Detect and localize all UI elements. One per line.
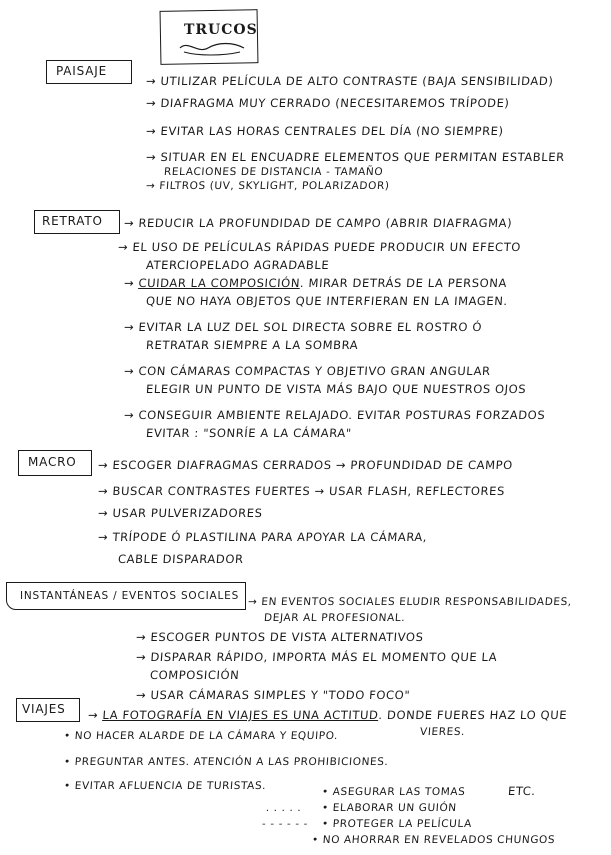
- note-line: • ELABORAR UN GUIÓN: [321, 802, 458, 814]
- note-line: → UTILIZAR PELÍCULA DE ALTO CONTRASTE (BAJA SENSIBILIDAD): [145, 74, 554, 88]
- note-line: → USAR CÁMARAS SIMPLES Y "TODO FOCO": [135, 688, 411, 702]
- note-line: ELEGIR UN PUNTO DE VISTA MÁS BAJO QUE NUESTROS OJOS: [145, 382, 527, 396]
- dotted-leader: . . . . .: [265, 802, 302, 814]
- note-line: • NO AHORRAR EN REVELADOS CHUNGOS: [311, 834, 556, 846]
- note-line: QUE NO HAYA OBJETOS QUE INTERFIERAN EN LA IMAGEN.: [145, 294, 509, 308]
- note-line: → ESCOGER PUNTOS DE VISTA ALTERNATIVOS: [135, 630, 425, 644]
- note-line: → TRÍPODE Ó PLASTILINA PARA APOYAR LA CÁMARA,: [97, 530, 428, 544]
- section-label-macro: MACRO: [28, 455, 77, 469]
- note-line: → EVITAR LAS HORAS CENTRALES DEL DÍA (NO SIEMPRE): [145, 124, 505, 138]
- note-line: • PROTEGER LA PELÍCULA: [321, 818, 473, 830]
- section-label-viajes: VIAJES: [22, 702, 66, 716]
- note-line: • PREGUNTAR ANTES. ATENCIÓN A LAS PROHIBICIONES.: [63, 756, 389, 768]
- section-label-instantaneas: INSTANTÁNEAS / EVENTOS SOCIALES: [20, 590, 240, 602]
- arrow-icon: →: [123, 276, 139, 290]
- arrow-icon: →: [87, 708, 99, 722]
- note-line: → DIAFRAGMA MUY CERRADO (NECESITAREMOS TRÍPODE): [145, 96, 511, 110]
- note-line: → CONSEGUIR AMBIENTE RELAJADO. EVITAR POSTURAS FORZADOS: [123, 408, 546, 422]
- note-line: → SITUAR EN EL ENCUADRE ELEMENTOS QUE PERMITAN ESTABLER: [145, 150, 566, 164]
- note-line: CABLE DISPARADOR: [117, 552, 245, 566]
- dashed-leader: - - - - - -: [261, 818, 309, 830]
- section-label-retrato: RETRATO: [42, 214, 103, 228]
- note-text: . MIRAR DETRÁS DE LA PERSONA: [299, 276, 508, 290]
- note-line: → BUSCAR CONTRASTES FUERTES → USAR FLASH, REFLECTORES: [97, 484, 506, 498]
- note-line: RETRATAR SIEMPRE A LA SOMBRA: [145, 338, 359, 352]
- note-emphasis: CUIDAR LA COMPOSICIÓN: [138, 276, 301, 290]
- note-line: • EVITAR AFLUENCIA DE TURISTAS.: [63, 780, 267, 792]
- note-line: → DISPARAR RÁPIDO, IMPORTA MÁS EL MOMENTO QUE LA: [135, 650, 498, 664]
- note-line: → EVITAR LA LUZ DEL SOL DIRECTA SOBRE EL ROSTRO Ó: [123, 320, 483, 334]
- note-line: ATERCIOPELADO AGRADABLE: [145, 258, 330, 272]
- note-line: → FILTROS (UV, SKYLIGHT, POLARIZADOR): [145, 180, 390, 192]
- note-line: DEJAR AL PROFESIONAL.: [263, 612, 406, 624]
- note-line-group: [88, 708, 568, 722]
- note-line: → ESCOGER DIAFRAGMAS CERRADOS → PROFUNDIDAD DE CAMPO: [97, 458, 514, 472]
- note-line: → CON CÁMARAS COMPACTAS Y OBJETIVO GRAN ANGULAR: [123, 364, 492, 378]
- note-text: . DONDE FUERES HAZ LO QUE: [378, 708, 568, 722]
- note-line-group: [124, 276, 508, 290]
- note-line: → EL USO DE PELÍCULAS RÁPIDAS PUEDE PRODUCIR UN EFECTO: [117, 240, 522, 254]
- note-line: VIERES.: [419, 726, 466, 738]
- note-line: → USAR PULVERIZADORES: [97, 506, 264, 520]
- note-emphasis: LA FOTOGRAFÍA EN VIAJES ES UNA ACTITUD: [102, 708, 380, 722]
- note-line: ETC.: [507, 784, 537, 798]
- note-line: • ASEGURAR LAS TOMAS: [321, 786, 466, 798]
- title-flourish: [178, 40, 248, 56]
- note-line: EVITAR : "SONRÍE A LA CÁMARA": [145, 426, 353, 440]
- note-line: • NO HACER ALARDE DE LA CÁMARA Y EQUIPO.: [63, 730, 339, 742]
- note-line: COMPOSICIÓN: [149, 668, 240, 682]
- note-line: RELACIONES DE DISTANCIA - TAMAÑO: [163, 166, 384, 178]
- note-line: → EN EVENTOS SOCIALES ELUDIR RESPONSABILIDADES,: [247, 596, 573, 608]
- section-label-paisaje: PAISAJE: [56, 64, 107, 78]
- note-line: → REDUCIR LA PROFUNDIDAD DE CAMPO (ABRIR DIAFRAGMA): [123, 216, 513, 230]
- page-title: TRUCOS: [184, 22, 258, 38]
